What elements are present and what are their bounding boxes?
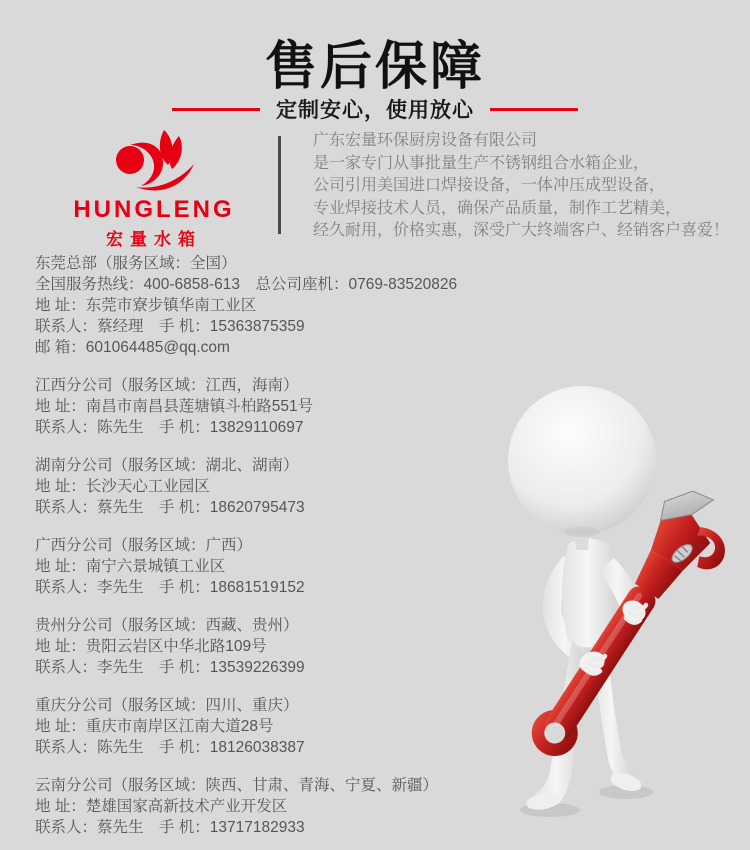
vertical-divider bbox=[278, 136, 281, 234]
mascot-3d-figure-with-wrench-icon bbox=[478, 378, 750, 850]
branch-contact: 联系人：李先生 手 机：13539226399 bbox=[35, 659, 305, 676]
brand-name-cn: 宏量水箱 bbox=[106, 230, 202, 249]
branch-section-chongqing bbox=[35, 695, 505, 758]
branch-address: 地 址：东莞市寮步镇华南工业区 bbox=[35, 297, 257, 314]
branch-title: 重庆分公司（服务区域：四川、重庆） bbox=[35, 697, 299, 714]
branch-contact: 联系人：陈先生 手 机：18126038387 bbox=[35, 739, 305, 756]
branch-contact: 联系人：李先生 手 机：18681519152 bbox=[35, 579, 305, 596]
branch-section-dongguan bbox=[35, 253, 505, 358]
branch-title: 云南分公司（服务区域：陕西、甘肃、青海、宁夏、新疆） bbox=[35, 777, 439, 794]
company-intro bbox=[313, 128, 729, 243]
branch-section-jiangxi bbox=[35, 375, 505, 438]
branch-title: 贵州分公司（服务区域：西藏、贵州） bbox=[35, 617, 299, 634]
branch-address: 地 址：贵阳云岩区中华北路109号 bbox=[35, 638, 267, 655]
branch-section-yunnan bbox=[35, 775, 505, 838]
brand-name-en: HUNGLENG bbox=[73, 196, 235, 223]
branch-title: 江西分公司（服务区域：江西，海南） bbox=[35, 377, 299, 394]
branch-contact: 联系人：蔡先生 手 机：18620795473 bbox=[35, 499, 305, 516]
branch-contact: 联系人：蔡先生 手 机：13717182933 bbox=[35, 819, 305, 836]
branch-section-hunan bbox=[35, 455, 505, 518]
intro-line: 广东宏量环保厨房设备有限公司 bbox=[313, 132, 538, 149]
page-title: 售后保障 bbox=[264, 38, 485, 96]
branch-hotline: 全国服务热线：400-6858-613 总公司座机：0769-83520826 bbox=[35, 276, 458, 293]
branch-address: 地 址：重庆市南岸区江南大道28号 bbox=[35, 718, 274, 735]
subtitle-right-line bbox=[490, 108, 578, 111]
phoenix-bird-logo-icon bbox=[106, 128, 202, 194]
intro-line: 公司引用美国进口焊接设备，一体冲压成型设备， bbox=[313, 177, 666, 194]
branch-section-guizhou bbox=[35, 615, 505, 678]
intro-line: 是一家专门从事批量生产不锈钢组合水箱企业， bbox=[313, 154, 650, 172]
intro-line: 专业焊接技术人员，确保产品质量，制作工艺精美， bbox=[313, 199, 682, 217]
branch-title: 湖南分公司（服务区域：湖北、湖南） bbox=[35, 457, 299, 474]
branch-address: 地 址：长沙天心工业园区 bbox=[35, 478, 210, 495]
branch-email: 邮 箱：601064485@qq.com bbox=[35, 339, 230, 356]
branch-contact: 联系人：蔡经理 手 机：15363875359 bbox=[35, 318, 305, 335]
brand-row bbox=[30, 128, 750, 250]
branch-address: 地 址：楚雄国家高新技术产业开发区 bbox=[35, 798, 288, 815]
page-subtitle: 定制安心，使用放心 bbox=[276, 99, 474, 122]
branch-address: 地 址：南昌市南昌县莲塘镇斗柏路551号 bbox=[35, 398, 314, 415]
branch-title: 东莞总部（服务区域：全国） bbox=[35, 255, 237, 272]
subtitle-left-line bbox=[172, 108, 260, 111]
branch-address: 地 址：南宁六景城镇工业区 bbox=[35, 558, 226, 575]
subtitle-row bbox=[0, 94, 750, 124]
branch-title: 广西分公司（服务区域：广西） bbox=[35, 537, 253, 554]
branch-section-guangxi bbox=[35, 535, 505, 598]
brand-logo bbox=[30, 128, 278, 250]
branch-list bbox=[35, 253, 505, 850]
intro-line: 经久耐用，价格实惠，深受广大终端客户、经销客户喜爱！ bbox=[313, 222, 730, 239]
branch-contact: 联系人：陈先生 手 机：13829110697 bbox=[35, 419, 304, 436]
